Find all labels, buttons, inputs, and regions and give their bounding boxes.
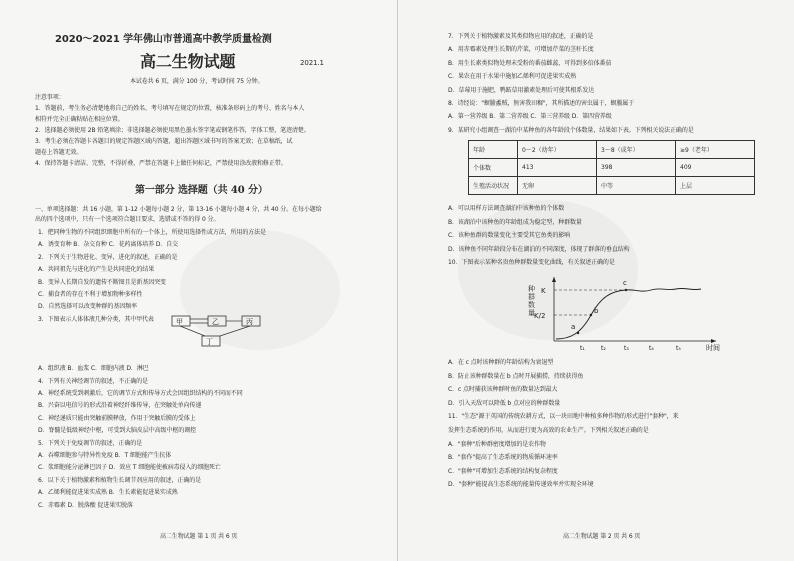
question-line: C．c 点时捕获该种群时鱼的数量达到最大 [448, 386, 558, 394]
exam-meta: 本试卷共 6 页，满分 100 分，考试时间 75 分钟。 [130, 78, 264, 85]
question-line: C．浆细胞能分泌淋巴因子 D．效应 T 细胞能使被病毒侵入的细胞死亡 [38, 464, 221, 472]
question-line: D．脊髓是低级神经中枢，可受到大脑皮层中高级中枢的调控 [38, 427, 196, 435]
left-questions [38, 227, 266, 512]
age-table [468, 140, 755, 195]
note-line: 2．选择题必须使用 2B 铅笔填涂；非选择题必须使用黑色墨水签字笔或钢笔作答，字体工整，笔迹清楚。 [35, 127, 310, 134]
question-line: 7．下列关于植物激素及其类似物应用的叙述，正确的是 [448, 33, 594, 40]
note-line: 3．考生必须在答题卡各题目的规定答题区域内答题，超出答题区域书写的答案无效；在草稿纸，试 [35, 138, 293, 145]
question-line: 9．某研究小组调查一湖泊中某种鱼的各年龄段个体数量，结果如下表。下列相关说法正确的是 [448, 126, 694, 134]
question-line: D．草莓用于施肥，鸭跖草用激素处理后可使其根系发达 [448, 86, 595, 94]
question-line: D．"套种"能提高生态系统的能量传递效率并实现全环境 [448, 481, 594, 489]
population-growth-graph [526, 273, 726, 353]
page-footer-right: 高二生物试题 第 2 页 共 6 页 [563, 533, 641, 540]
intro-line: 一、单项选择题：共 16 小题，第 1-12 小题每小题 2 分，第 13-16 小题每小题 4 分，共 40 分。在每小题给 [35, 206, 322, 213]
tick-t3: t₃ [624, 345, 629, 352]
question-line: B．兴奋以电信号的形式沿着神经纤维传导，在突触处单向传递 [38, 402, 202, 410]
table-cell: 上层 [676, 177, 755, 195]
question-line: D．该种鱼不同年龄段分布在湖泊的不同深度，体现了群落的垂直结构 [448, 245, 630, 253]
question-line: 10．下图表示某种名贵鱼种群数量变化曲线，有关叙述正确的是 [448, 259, 615, 267]
diagram-label-b: 乙 [212, 318, 219, 326]
growth-curve [556, 288, 701, 339]
x-axis-label: 时间 [706, 344, 720, 352]
tick-t4: t₄ [649, 345, 654, 352]
question-line [38, 351, 266, 363]
question-line: A．可以用样方法调查湖泊中该种鱼的个体数 [448, 205, 565, 212]
question-line: B．防止该种群数量在 b 点时开展捕捞，持续获得鱼 [448, 372, 584, 380]
question-line: 6．以下关于植物激素和植物生长调节剂应用的叙述，正确的是 [38, 476, 202, 484]
table-header-cell: 0～2（幼年） [518, 141, 597, 159]
question-line: B．该湖泊中该种鱼的年龄组成为稳定型，种群数量 [448, 218, 582, 226]
diagram-label-d: 丁 [206, 338, 213, 346]
note-line: 相符并完全正确粘贴在相应位置。 [35, 116, 124, 123]
table-cell: 无卵 [518, 177, 597, 195]
right-questions-bottom [448, 356, 678, 492]
question-line: 2．下列关于生物进化、变异，进化的叙述，正确的是 [38, 253, 178, 261]
question-line: 5．下列关于免疫调节的叙述，正确的是 [38, 439, 143, 447]
question-line: D．自然选择可以改变种群的基因频率 [38, 303, 137, 311]
tick-t5: t₅ [676, 345, 681, 352]
tick-t1: t₁ [580, 345, 585, 352]
question-line: C．捕食者的存在不利于增加物种多样性 [38, 290, 143, 298]
question-line: C．神经递质只能由突触前膜释放，作用于突触后膜的受体上 [38, 414, 196, 422]
question-line: 发挥生态系统的作用，从而进行更为高效的农业生产。下列相关叙述正确的是 [448, 426, 649, 434]
diagram-label-a: 甲 [176, 318, 183, 326]
question-line: A．第一营养级 B．第二营养级 C．第三营养级 D．第四营养级 [448, 113, 612, 121]
question-line: A．用赤霉素处理生长期的芹菜，可增加芹菜的茎秆长度 [448, 46, 594, 54]
y-axis-label: 种 群 数 量 [528, 285, 535, 317]
question-line: C．赤霉素 D．脱落酸 促进果实脱落 [38, 501, 133, 509]
table-cell: 409 [676, 159, 755, 177]
question-line: B．变异人长期自发的遗传不断图且是新基因突变 [38, 278, 166, 286]
point-c-label: c [623, 279, 627, 287]
question-line: B．"套作"提高了生态系统的物质循环速率 [448, 454, 558, 462]
table-row [469, 177, 755, 195]
question-intro [35, 205, 322, 225]
note-line: 4．保持答题卡清洁、完整，不得折叠，严禁在答题卡上做任何标记，严禁使用涂改液和修正带。 [35, 160, 287, 167]
question-line: C．"套种"可增加生态系统的结构复杂程度 [448, 467, 558, 475]
question-line: A．在 c 点时该种群的年龄结构为衰退型 [448, 359, 554, 366]
question-line: 4．下列有关神经调节的叙述，不正确的是 [38, 377, 148, 385]
question-line: A．共同祖先与进化的产生是共同进化的结果 [38, 266, 155, 274]
point-a-label: a [571, 323, 576, 331]
notes-block [35, 92, 310, 169]
section-title: 第一部分 选择题（共 40 分） [135, 185, 268, 196]
question-line: 8．诗经说："螟螣蟊贼，無害我田穉"，其所描述的害虫属于，螟螣属于 [448, 99, 635, 107]
exam-date: 2021.1 [300, 59, 324, 67]
question-line: 11．"生态"源于英国的传统农耕方式，以一块田地中种植多种作物的形式进行"套种"，来 [448, 413, 679, 421]
table-header-cell: 3～8（成年） [597, 141, 676, 159]
body-fluid-diagram [150, 314, 265, 348]
table-cell: 生殖活动状况 [469, 177, 518, 195]
table-header-cell: 年龄 [469, 141, 518, 159]
table-cell: 398 [597, 159, 676, 177]
page-title: 高二生物试题 [140, 52, 236, 71]
question-line: D．引入天敌可以降低 b 点对应的种群数量 [448, 399, 561, 407]
right-questions-mid [448, 202, 630, 270]
tick-t2: t₂ [601, 345, 606, 352]
point-b-label: b [594, 307, 599, 315]
table-cell: 413 [518, 159, 597, 177]
right-questions-top [448, 30, 694, 137]
intro-line: 出的四个选项中，只有一个选项符合题目要求，选错或不答的得 0 分。 [35, 216, 220, 223]
question-line: 1．把同种生物的不同组织细胞中所有的一个体上，所使用选择性或方法，所用的方法是 [38, 229, 266, 236]
note-line: 1．答题前，考生务必清楚地将自己的姓名、考号填写在规定的位置，核准条形码上的考号、姓名与本人 [35, 105, 305, 112]
note-line: 注意事项： [35, 94, 65, 101]
question-line: A．组织液 B．血浆 C．细胞内液 D．淋巴 [38, 365, 149, 373]
table-row [469, 159, 755, 177]
question-line: A．诱变育种 B．杂交育种 C．花药离体培养 D．自交 [38, 241, 179, 249]
k-label: K [541, 287, 546, 295]
table-cell: 中等 [597, 177, 676, 195]
table-cell: 个体数 [469, 159, 518, 177]
question-line: A．神经系统受到刺激后，它的调节方式和传导方式会因组织结构的不同而不同 [38, 390, 243, 398]
k-half-label: K/2 [534, 312, 546, 320]
diagram-label-c: 丙 [246, 318, 253, 326]
question-line: C．该种鱼群的数量变化主要受其它鱼类的影响 [448, 232, 571, 240]
question-line: B．用生长素类似物处理未受粉的番茄雌蕊，可得到多倍体番茄 [448, 59, 612, 67]
page-footer: 高二生物试题 第 1 页 共 6 页 [160, 533, 238, 540]
question-line: C．果农在用于水果中施加乙烯利可促进果实成熟 [448, 73, 576, 81]
question-line: A．吞噬细胞参与特异性免疫 B．T 细胞能产生抗体 [38, 452, 172, 460]
note-line: 题卷上答题无效。 [35, 149, 83, 156]
question-line: A．"套种"后种群密度增加的是农作物 [448, 440, 546, 448]
question-line: 3．下图表示人体体液几种分类，其中甲代表 [38, 315, 154, 323]
question-line: A．乙烯利能促进果实成熟 B．生长素能促进果实成熟 [38, 489, 178, 497]
table-header-cell: ≥9（老年） [676, 141, 755, 159]
right-page [397, 0, 794, 561]
exam-header-title: 2020～2021 学年佛山市普通高中教学质量检测 [55, 34, 272, 45]
